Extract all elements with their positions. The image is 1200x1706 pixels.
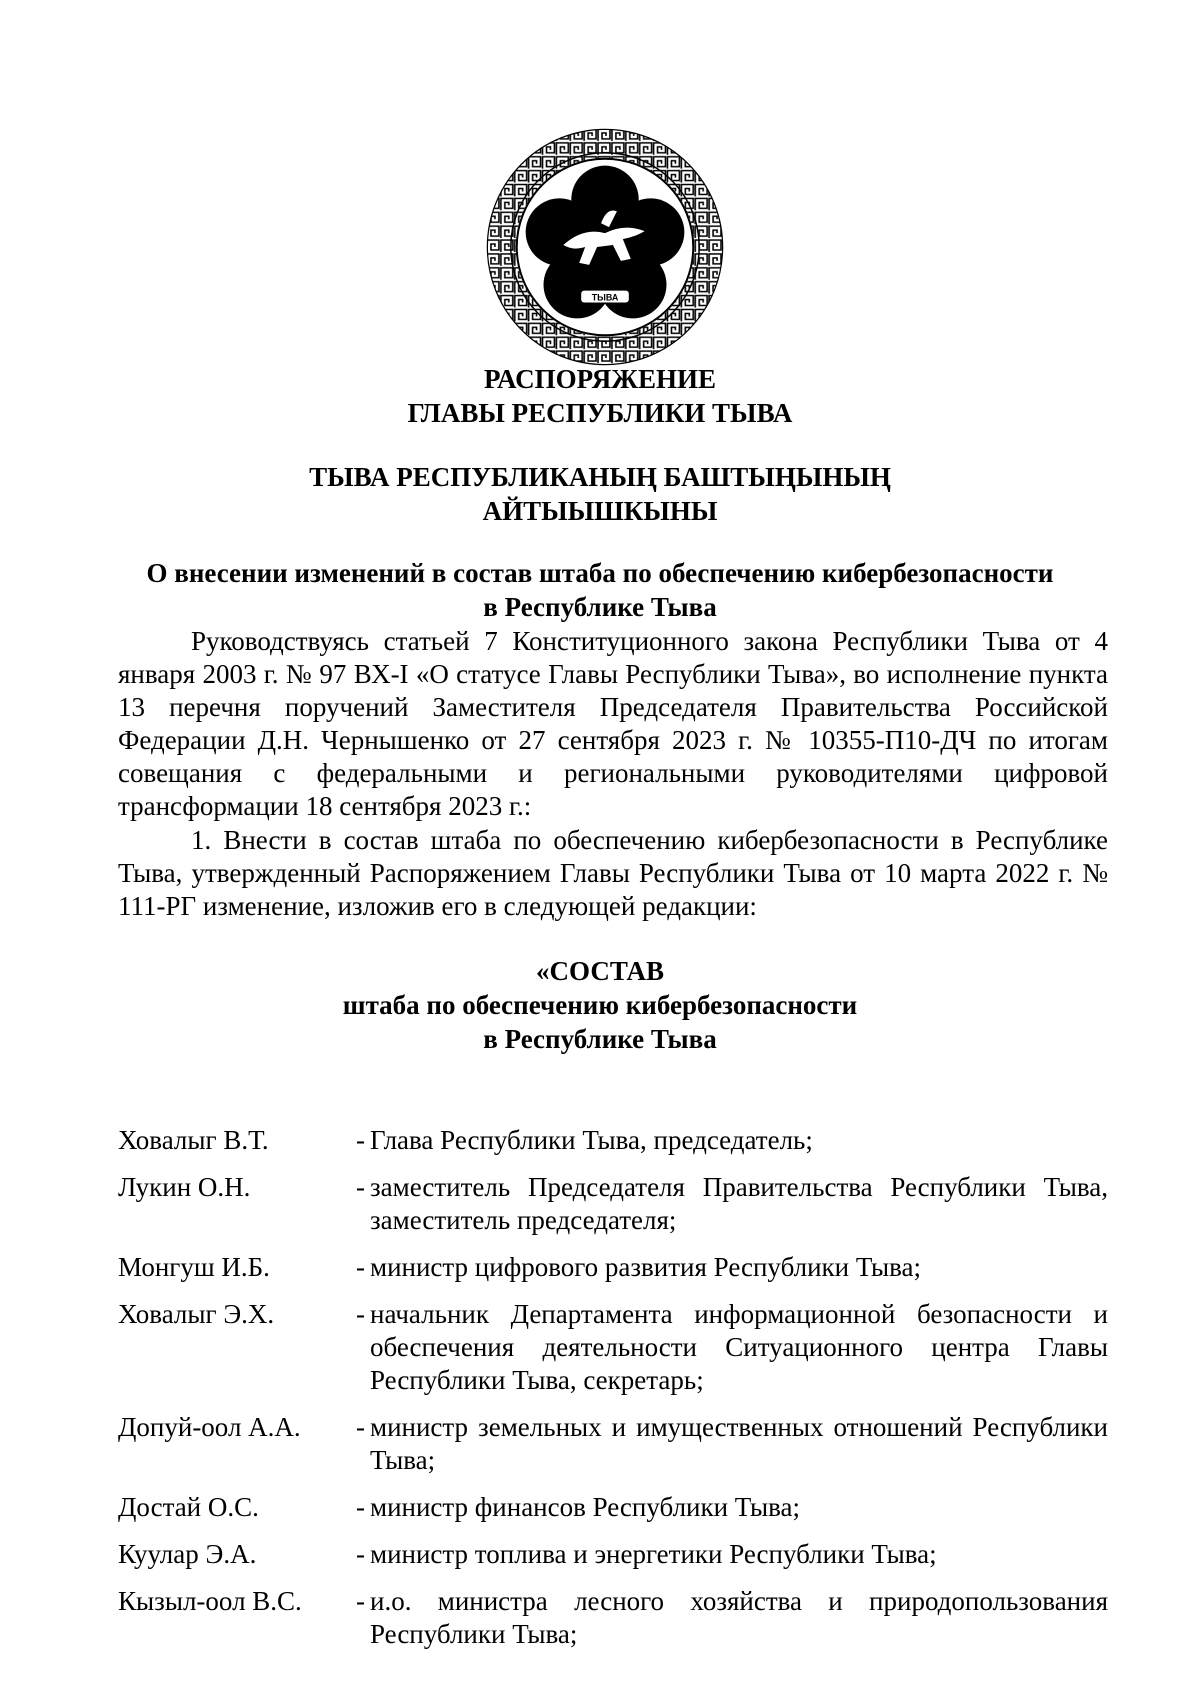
list-item (118, 1124, 1108, 1157)
member-role: министр топлива и энергетики Республики Тыва; (370, 1539, 937, 1569)
preamble-paragraph (118, 625, 1108, 823)
member-dash: - (356, 1539, 365, 1569)
list-item (118, 1585, 1108, 1651)
document-title (100, 362, 1100, 430)
composition-heading (100, 954, 1100, 1056)
member-name: Ховалыг В.Т. (118, 1125, 269, 1155)
list-item (118, 1491, 1108, 1524)
list-item (118, 1538, 1108, 1571)
preamble-text: Руководствуясь статьей 7 Конституционного закона Республики Тыва от 4 января 2003 г. № 97 ВХ-I «О статусе Главы Республики Тыва», во исполнение пункта 13 перечня поручений Заместителя Председателя Правительства Российской Федерации Д.Н. Чернышенко от 27 сентября 2023 г. № 10355-П10-ДЧ по итогам совещания с федеральными и региональными руководителями цифровой трансформации 18 сентября 2023 г.: (118, 626, 1108, 821)
member-dash: - (356, 1125, 365, 1155)
member-name: Куулар Э.А. (118, 1539, 257, 1569)
list-item (118, 1298, 1108, 1397)
subject-line-1: О внесении изменений в состав штаба по обеспечению кибербезопасности (146, 558, 1054, 588)
member-role: заместитель Председателя Правительства Республики Тыва, заместитель председателя; (370, 1172, 1108, 1235)
member-role: министр финансов Республики Тыва; (370, 1492, 800, 1522)
tuvan-title-line-1: ТЫВА РЕСПУБЛИКАНЫҢ БАШТЫҢЫНЫҢ (309, 462, 891, 492)
member-dash: - (356, 1586, 365, 1616)
member-dash: - (356, 1172, 365, 1202)
member-dash: - (356, 1299, 365, 1329)
member-role: министр цифрового развития Республики Тыва; (370, 1252, 922, 1282)
member-name: Допуй-оол А.А. (118, 1412, 301, 1442)
member-role: министр земельных и имущественных отношений Республики Тыва; (370, 1412, 1108, 1475)
title-line-1: РАСПОРЯЖЕНИЕ (483, 364, 717, 394)
list-item (118, 1411, 1108, 1477)
composition-line-3: в Республике Тыва (483, 1024, 717, 1054)
subject-line-2: в Республике Тыва (483, 592, 717, 622)
item-1-text: 1. Внести в состав штаба по обеспечению кибербезопасности в Республике Тыва, утвержденный Распоряжением Главы Республики Тыва от 10 марта 2022 г. № 111-РГ изменение, изложив его в следующей редакции: (118, 825, 1108, 921)
member-role: и.о. министра лесного хозяйства и природопользования Республики Тыва; (370, 1586, 1108, 1649)
member-role: начальник Департамента информационной безопасности и обеспечения деятельности Ситуационного центра Главы Республики Тыва, секретарь; (370, 1299, 1108, 1395)
member-dash: - (356, 1412, 365, 1442)
document-title-tuvan (100, 460, 1100, 528)
member-name: Лукин О.Н. (118, 1172, 251, 1202)
tuvan-title-line-2: АЙТЫЫШКЫНЫ (482, 496, 718, 526)
member-name: Монгуш И.Б. (118, 1252, 270, 1282)
republic-emblem (486, 128, 724, 366)
member-name: Достай О.С. (118, 1492, 259, 1522)
list-item (118, 1171, 1108, 1237)
member-dash: - (356, 1252, 365, 1282)
item-1-paragraph (118, 824, 1108, 923)
members-list (118, 1124, 1108, 1665)
member-name: Кызыл-оол В.С. (118, 1586, 302, 1616)
list-item (118, 1251, 1108, 1284)
emblem-text: ТЫВА (591, 292, 619, 303)
document-subject (100, 556, 1100, 624)
composition-line-2: штаба по обеспечению кибербезопасности (342, 990, 858, 1020)
member-dash: - (356, 1492, 365, 1522)
member-name: Ховалыг Э.Х. (118, 1299, 275, 1329)
composition-line-1: «СОСТАВ (536, 956, 664, 986)
title-line-2: ГЛАВЫ РЕСПУБЛИКИ ТЫВА (407, 398, 793, 428)
member-role: Глава Республики Тыва, председатель; (370, 1125, 813, 1155)
